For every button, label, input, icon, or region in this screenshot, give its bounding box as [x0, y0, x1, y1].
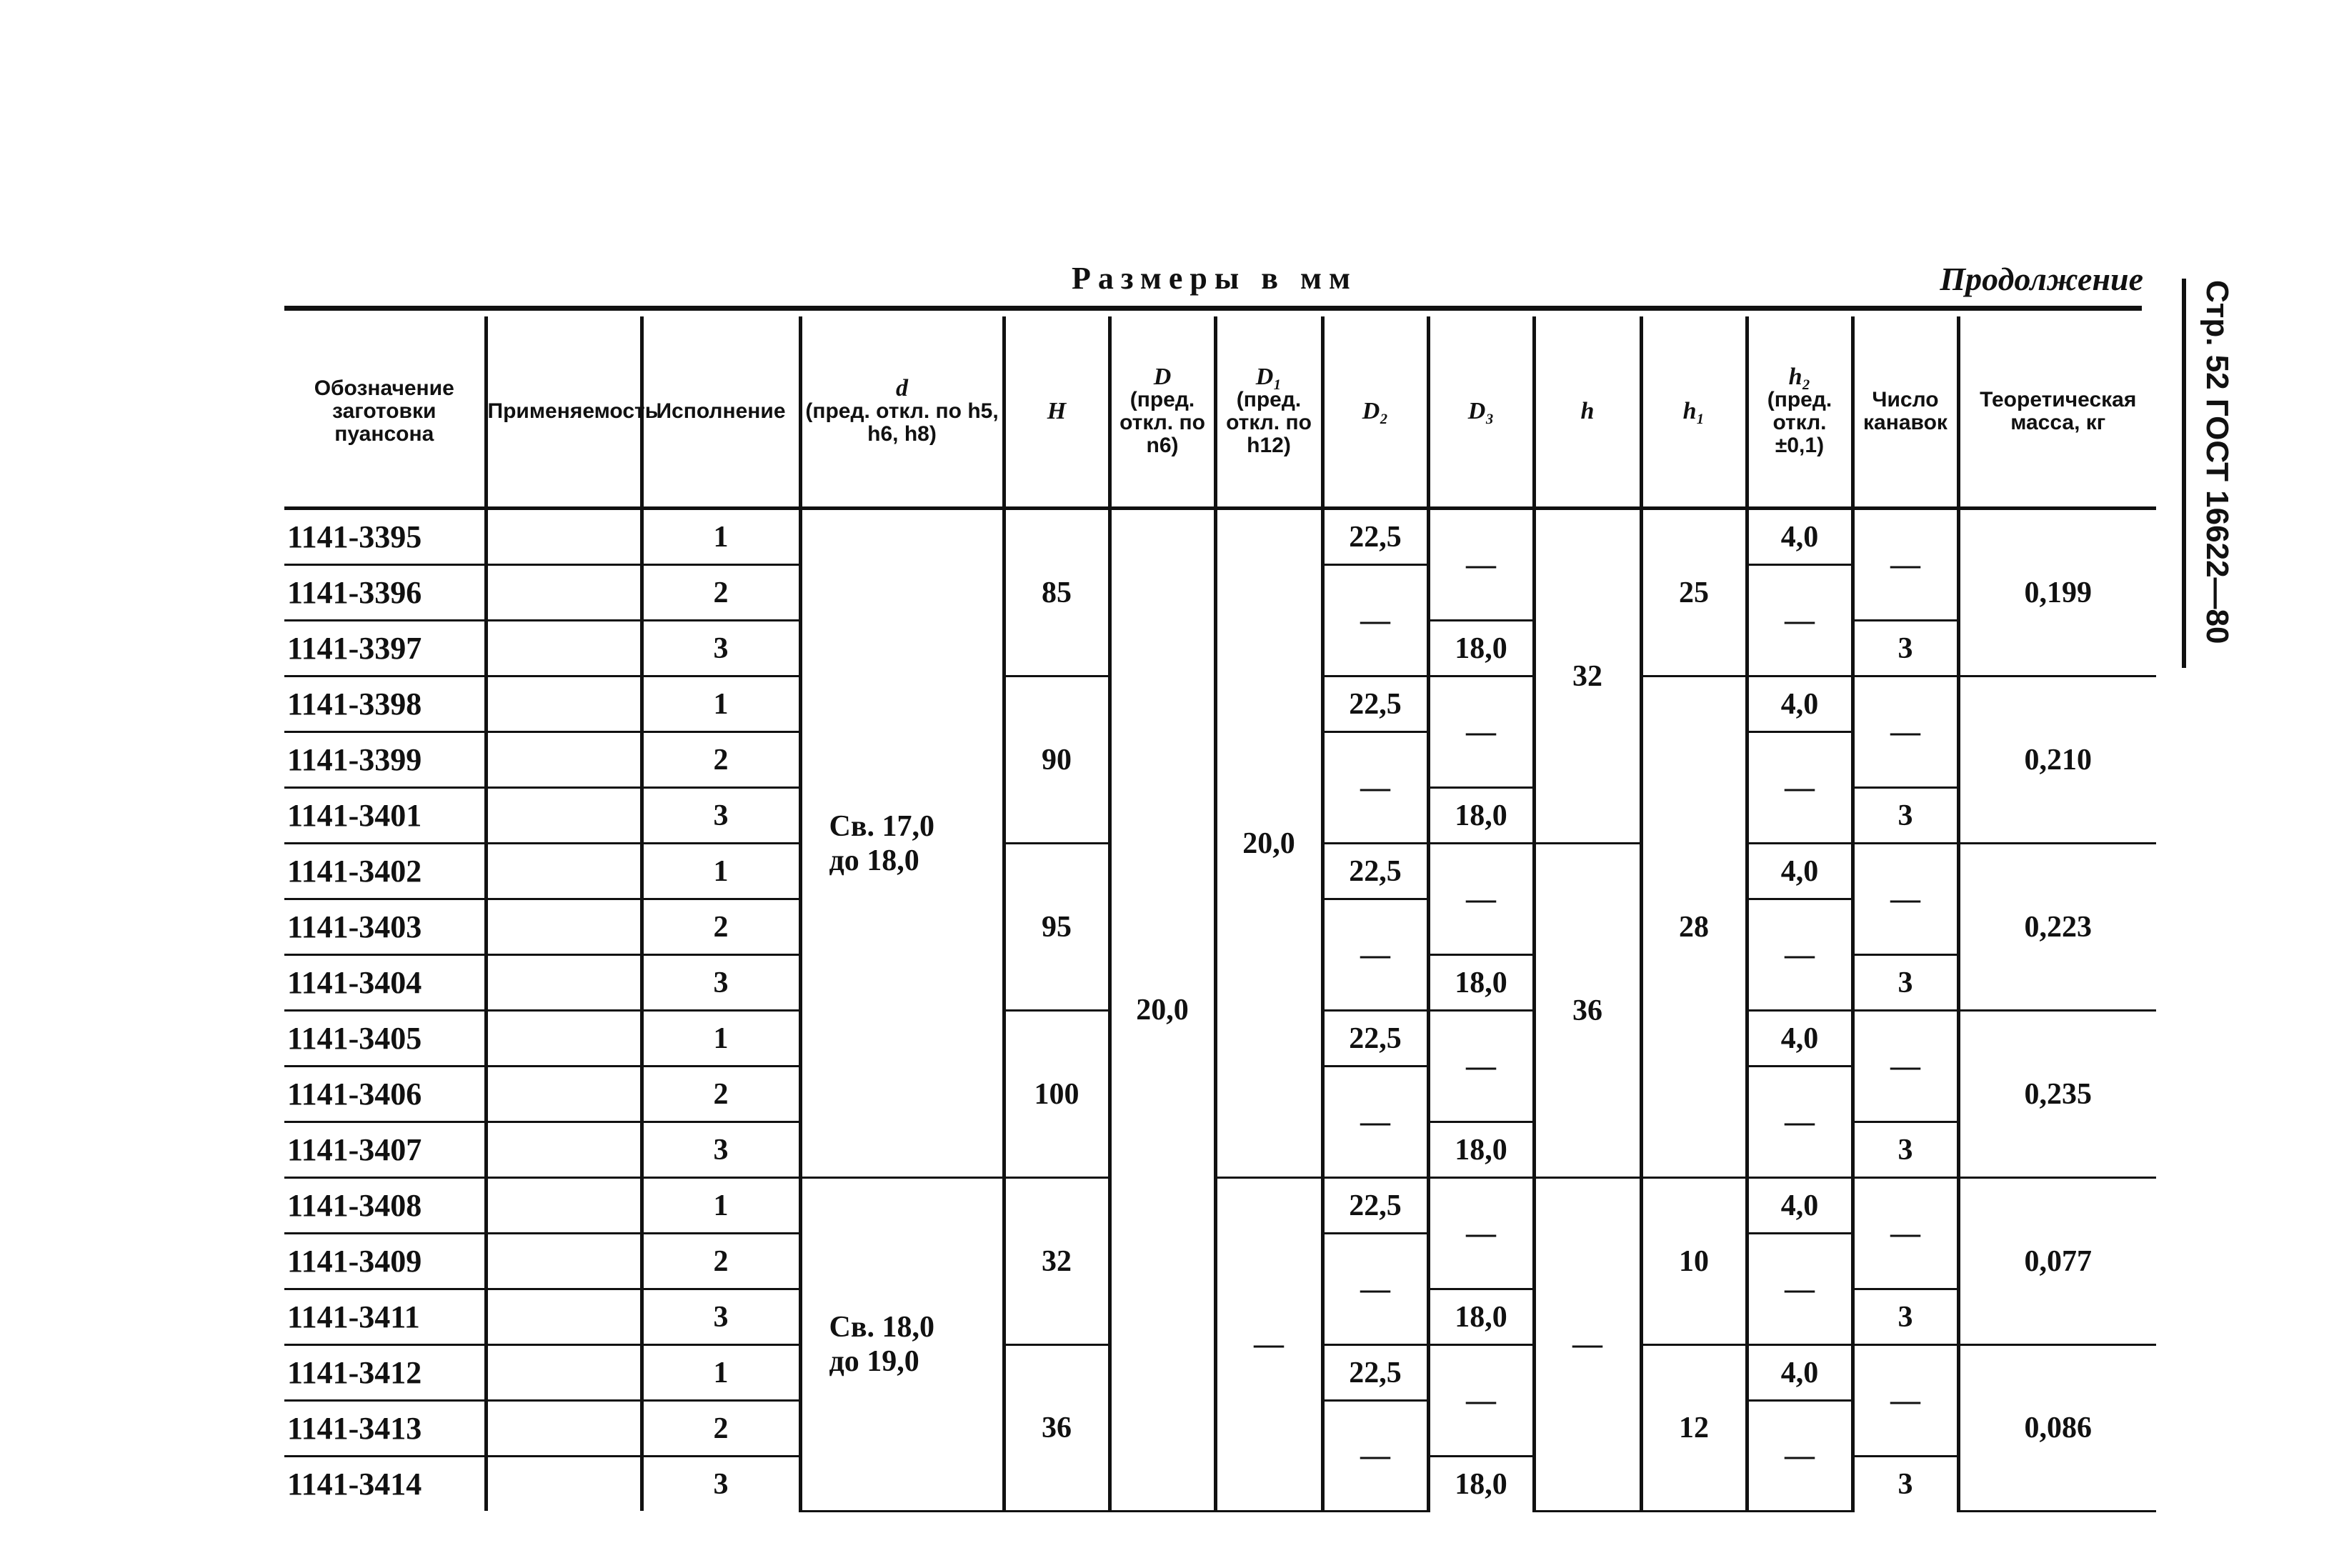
h1-cell: 12 — [1641, 1345, 1747, 1512]
col-D3-symbol: D₃ — [1467, 397, 1495, 424]
D2-cell: 22,5 — [1322, 844, 1428, 899]
mass-cell: 0,210 — [1958, 676, 2156, 844]
col-H-symbol: H — [1047, 397, 1067, 424]
col-h1 — [1641, 316, 1747, 509]
applicability-cell — [486, 899, 642, 955]
applicability-cell — [486, 1067, 642, 1122]
col-applicability: Применяемость — [486, 316, 642, 509]
D3-cell: — — [1428, 1178, 1534, 1289]
top-rule — [284, 306, 2142, 311]
h1-cell: 10 — [1641, 1178, 1747, 1345]
designation-cell: 1141-3395 — [284, 509, 486, 565]
version-cell: 2 — [642, 565, 800, 621]
H-cell: 32 — [1004, 1178, 1109, 1345]
version-cell: 3 — [642, 1289, 800, 1345]
col-d — [800, 316, 1004, 509]
designation-cell: 1141-3401 — [284, 788, 486, 844]
D3-cell: 18,0 — [1428, 1289, 1534, 1345]
applicability-cell — [486, 1122, 642, 1178]
h2-cell: — — [1747, 732, 1852, 844]
col-D-note: (пред. откл. по n6) — [1119, 388, 1205, 457]
designation-cell: 1141-3413 — [284, 1401, 486, 1457]
h2-cell: — — [1747, 1234, 1852, 1345]
applicability-cell — [486, 1178, 642, 1234]
designation-cell: 1141-3409 — [284, 1234, 486, 1289]
designation-cell: 1141-3407 — [284, 1122, 486, 1178]
col-H — [1004, 316, 1109, 509]
page-standard-label: Стр. 52 ГОСТ 16622—80 — [2200, 280, 2235, 644]
col-h2-note: (пред. откл. ±0,1) — [1767, 388, 1832, 457]
col-designation: Обозначение заготовки пуансона — [284, 316, 486, 509]
h-cell: — — [1534, 1178, 1641, 1512]
version-cell: 3 — [642, 788, 800, 844]
H-cell: 100 — [1004, 1011, 1109, 1178]
col-h1-symbol: h₁ — [1682, 397, 1705, 424]
applicability-cell — [486, 844, 642, 899]
col-version: Исполнение — [642, 316, 800, 509]
designation-cell: 1141-3408 — [284, 1178, 486, 1234]
applicability-cell — [486, 509, 642, 565]
designation-cell: 1141-3403 — [284, 899, 486, 955]
col-d-symbol: d — [896, 375, 908, 401]
header-row — [284, 316, 2156, 509]
col-D1 — [1215, 316, 1322, 509]
D2-cell: 22,5 — [1322, 509, 1428, 565]
applicability-cell — [486, 1457, 642, 1512]
designation-cell: 1141-3411 — [284, 1289, 486, 1345]
col-d-note: (пред. откл. по h5, h6, h8) — [805, 399, 999, 446]
col-D — [1109, 316, 1215, 509]
D3-cell: — — [1428, 1011, 1534, 1122]
applicability-cell — [486, 1289, 642, 1345]
grooves-cell: — — [1852, 509, 1958, 621]
D3-cell: — — [1428, 509, 1534, 621]
version-cell: 2 — [642, 1234, 800, 1289]
D2-cell: 22,5 — [1322, 1011, 1428, 1067]
H-cell: 90 — [1004, 676, 1109, 844]
applicability-cell — [486, 1401, 642, 1457]
grooves-cell: 3 — [1852, 1289, 1958, 1345]
D3-cell: — — [1428, 844, 1534, 955]
version-cell: 2 — [642, 899, 800, 955]
designation-cell: 1141-3405 — [284, 1011, 486, 1067]
H-cell: 85 — [1004, 509, 1109, 676]
col-D1-symbol: D₁ — [1255, 364, 1282, 390]
h2-cell: 4,0 — [1747, 509, 1852, 565]
applicability-cell — [486, 955, 642, 1011]
D2-cell: 22,5 — [1322, 1178, 1428, 1234]
D3-cell: 18,0 — [1428, 788, 1534, 844]
applicability-cell — [486, 1011, 642, 1067]
version-cell: 2 — [642, 1067, 800, 1122]
d-cell: Св. 18,0 до 19,0 — [800, 1178, 1004, 1512]
designation-cell: 1141-3397 — [284, 621, 486, 676]
H-cell: 36 — [1004, 1345, 1109, 1512]
D2-cell: — — [1322, 1067, 1428, 1178]
version-cell: 1 — [642, 1345, 800, 1401]
designation-cell: 1141-3399 — [284, 732, 486, 788]
grooves-cell: — — [1852, 676, 1958, 788]
col-D-symbol: D — [1153, 364, 1172, 390]
D2-cell: 22,5 — [1322, 676, 1428, 732]
D2-cell: — — [1322, 899, 1428, 1011]
grooves-cell: 3 — [1852, 955, 1958, 1011]
col-h — [1534, 316, 1641, 509]
col-h2-symbol: h₂ — [1788, 364, 1811, 390]
D3-cell: 18,0 — [1428, 1457, 1534, 1512]
D3-cell: — — [1428, 1345, 1534, 1457]
col-D1-note: (пред. откл. по h12) — [1226, 388, 1312, 457]
D2-cell: — — [1322, 1401, 1428, 1512]
col-h-symbol: h — [1580, 397, 1595, 424]
applicability-cell — [486, 565, 642, 621]
grooves-cell: 3 — [1852, 621, 1958, 676]
designation-cell: 1141-3414 — [284, 1457, 486, 1512]
applicability-cell — [486, 621, 642, 676]
D-cell: 20,0 — [1109, 509, 1215, 1512]
D1-cell: — — [1215, 1178, 1322, 1512]
applicability-cell — [486, 1234, 642, 1289]
mass-cell: 0,235 — [1958, 1011, 2156, 1178]
h2-cell: — — [1747, 899, 1852, 1011]
h2-cell: 4,0 — [1747, 1011, 1852, 1067]
grooves-cell: 3 — [1852, 1457, 1958, 1512]
h1-cell: 28 — [1641, 676, 1747, 1178]
continuation-label: Продолжение — [1940, 261, 2143, 297]
grooves-cell: 3 — [1852, 1122, 1958, 1178]
h1-cell: 25 — [1641, 509, 1747, 676]
designation-cell: 1141-3398 — [284, 676, 486, 732]
designation-cell: 1141-3396 — [284, 565, 486, 621]
designation-cell: 1141-3404 — [284, 955, 486, 1011]
h-cell: 32 — [1534, 509, 1641, 844]
h2-cell: — — [1747, 1067, 1852, 1178]
h2-cell: 4,0 — [1747, 1178, 1852, 1234]
D3-cell: 18,0 — [1428, 621, 1534, 676]
col-D2 — [1322, 316, 1428, 509]
grooves-cell: 3 — [1852, 788, 1958, 844]
mass-cell: 0,223 — [1958, 844, 2156, 1011]
version-cell: 3 — [642, 1457, 800, 1512]
col-D2-symbol: D₂ — [1362, 397, 1389, 424]
grooves-cell: — — [1852, 1011, 1958, 1122]
h2-cell: 4,0 — [1747, 844, 1852, 899]
units-title: Размеры в мм — [1072, 261, 1357, 296]
col-h2 — [1747, 316, 1852, 509]
version-cell: 3 — [642, 621, 800, 676]
D2-cell: 22,5 — [1322, 1345, 1428, 1401]
dimensions-table — [284, 316, 2156, 1512]
D3-cell: 18,0 — [1428, 955, 1534, 1011]
mass-cell: 0,077 — [1958, 1178, 2156, 1345]
side-rule — [2182, 279, 2186, 668]
col-D3 — [1428, 316, 1534, 509]
table-row — [284, 509, 2156, 565]
grooves-cell: — — [1852, 844, 1958, 955]
h-cell: 36 — [1534, 844, 1641, 1178]
D1-cell: 20,0 — [1215, 509, 1322, 1178]
designation-cell: 1141-3412 — [284, 1345, 486, 1401]
d-cell: Св. 17,0 до 18,0 — [800, 509, 1004, 1178]
applicability-cell — [486, 1345, 642, 1401]
h2-cell: — — [1747, 565, 1852, 676]
version-cell: 1 — [642, 676, 800, 732]
h2-cell: — — [1747, 1401, 1852, 1512]
designation-cell: 1141-3406 — [284, 1067, 486, 1122]
version-cell: 1 — [642, 844, 800, 899]
version-cell: 1 — [642, 509, 800, 565]
D3-cell: — — [1428, 676, 1534, 788]
version-cell: 2 — [642, 732, 800, 788]
table-row — [284, 1178, 2156, 1234]
version-cell: 3 — [642, 955, 800, 1011]
D3-cell: 18,0 — [1428, 1122, 1534, 1178]
applicability-cell — [486, 732, 642, 788]
version-cell: 1 — [642, 1011, 800, 1067]
H-cell: 95 — [1004, 844, 1109, 1011]
designation-cell: 1141-3402 — [284, 844, 486, 899]
mass-cell: 0,199 — [1958, 509, 2156, 676]
grooves-cell: — — [1852, 1345, 1958, 1457]
applicability-cell — [486, 788, 642, 844]
h2-cell: 4,0 — [1747, 1345, 1852, 1401]
mass-cell: 0,086 — [1958, 1345, 2156, 1512]
version-cell: 3 — [642, 1122, 800, 1178]
applicability-cell — [486, 676, 642, 732]
D2-cell: — — [1322, 1234, 1428, 1345]
D2-cell: — — [1322, 565, 1428, 676]
version-cell: 1 — [642, 1178, 800, 1234]
h2-cell: 4,0 — [1747, 676, 1852, 732]
col-mass: Теоретическая масса, кг — [1958, 316, 2156, 509]
version-cell: 2 — [642, 1401, 800, 1457]
D2-cell: — — [1322, 732, 1428, 844]
grooves-cell: — — [1852, 1178, 1958, 1289]
col-grooves: Число канавок — [1852, 316, 1958, 509]
